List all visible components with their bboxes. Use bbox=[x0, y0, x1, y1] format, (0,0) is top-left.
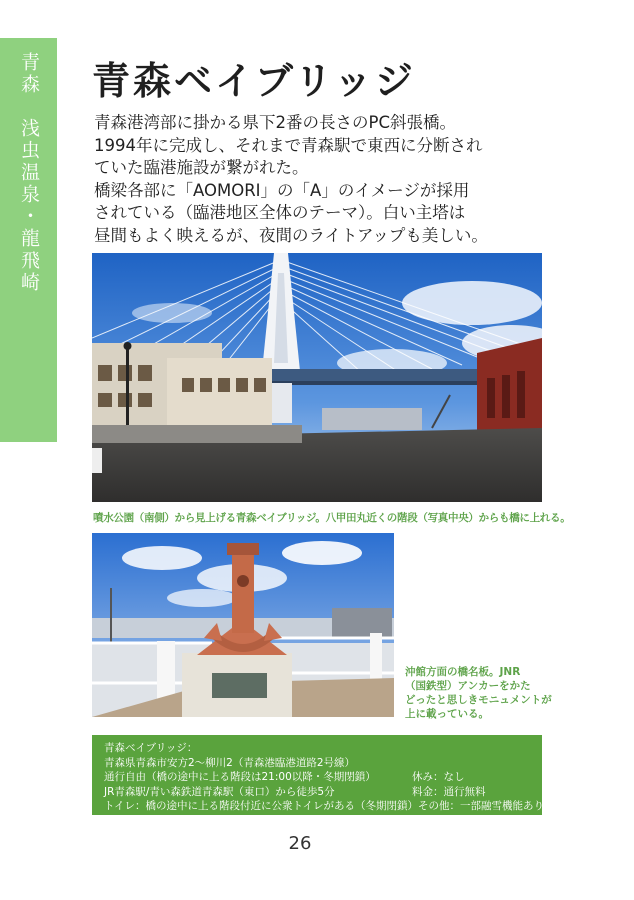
caption-line: 上に載っている。 bbox=[405, 708, 489, 720]
anchor-photo-caption bbox=[405, 665, 552, 721]
body-line: されている（臨港地区全体のテーマ）。白い主塔は bbox=[94, 203, 466, 222]
anchor-nameplate-photo bbox=[92, 533, 394, 717]
caption-line: 沖館方面の橋名板。JNR bbox=[405, 666, 521, 678]
info-address: 青森県青森市安方2～柳川2（青森港臨港道路2号線） bbox=[104, 756, 356, 769]
info-closed: 休み：なし bbox=[412, 771, 465, 783]
info-station: JR青森駅/青い森鉄道青森駅（東口）から徒歩5分 bbox=[104, 785, 335, 798]
info-name: 青森ベイブリッジ： bbox=[104, 742, 198, 754]
section-label: 青森 浅虫温泉・龍飛崎 bbox=[18, 52, 40, 294]
info-box bbox=[92, 735, 542, 815]
bridge-photo bbox=[92, 253, 542, 502]
page-number: 26 bbox=[288, 833, 312, 854]
caption-line: （国鉄型）アンカーをかた bbox=[405, 680, 531, 692]
body-line: ていた臨港施設が繋がれた。 bbox=[94, 158, 309, 177]
body-line: 青森港湾部に掛かる県下2番の長さのPC斜張橋。 bbox=[94, 113, 456, 132]
section-side-tab bbox=[0, 38, 57, 442]
info-toilet: トイレ：橋の途中に上る階段付近に公衆トイレがある（冬期閉鎖） bbox=[104, 800, 418, 812]
body-line: 昼間もよく映えるが、夜間のライトアップも美しい。 bbox=[94, 225, 488, 245]
body-line: 1994年に完成し、それまで青森駅で東西に分断され bbox=[94, 135, 483, 155]
bridge-photo-caption: 噴水公園（南側）から見上げる青森ベイブリッジ。八甲田丸近くの階段（写真中央）からも橋に上れる。 bbox=[93, 512, 571, 524]
info-fee: 料金：通行無料 bbox=[412, 785, 486, 798]
body-line: 橋梁各部に「AOMORI」の「A」のイメージが採用 bbox=[94, 180, 470, 200]
page-title: 青森ベイブリッジ bbox=[92, 59, 416, 103]
body-text bbox=[94, 112, 544, 247]
info-other: その他：一部融雪機能あり bbox=[417, 800, 544, 812]
caption-line: どったと思しきモニュメントが bbox=[405, 694, 552, 706]
info-access-hours: 通行自由（橋の途中に上る階段は21:00以降・冬期閉鎖） bbox=[104, 771, 376, 783]
